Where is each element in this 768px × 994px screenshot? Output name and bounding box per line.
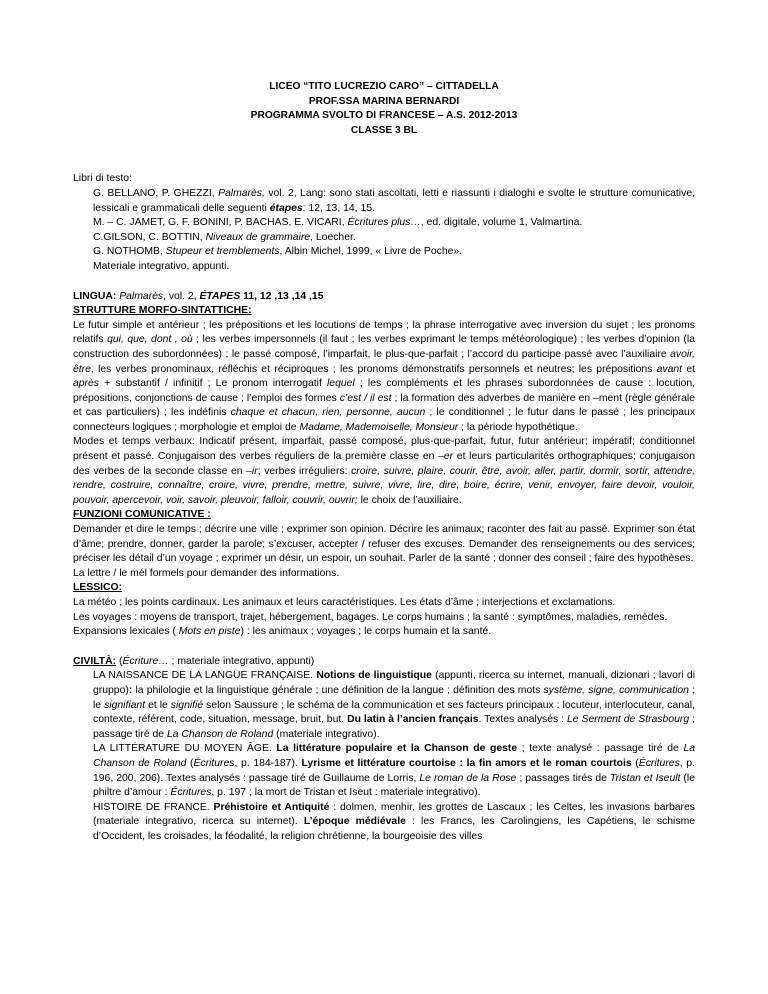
lessico-paragraph-3: Expansions lexicales ( Mots en piste) : les animaux ; voyages ; le corps humain et la santé. bbox=[73, 626, 492, 638]
lessico-paragraph-1: La météo ; les points cardinaux. Les animaux et leurs caractéristiques. Les états d’âme ; interjections et exclamations. bbox=[73, 597, 616, 608]
teacher-name: PROF.SSA MARINA BERNARDI bbox=[308, 95, 460, 107]
list-item: LA LITTÉRATURE DU MOYEN ÂGE. La littérature populaire et la Chanson de geste ; texte analysé : passage tiré de La Chanson de Roland (Écritures, p. 184-187). Lyrisme et littérature courtoise : la fin amors et le roman courtois (Écritures, p. 196, 200, 206). Textes analysés : passage tiré de Guillaume de Lorris, Le roman de la Rose ; passages tirés de Tristan et Iseult (le philtre d’amour : Écritures, p. 197 ; la mort de Tristan et Iseut : materiale integrativo). bbox=[93, 743, 695, 799]
textbooks-list bbox=[73, 187, 695, 275]
list-item: G. BELLANO, P. GHEZZI, Palmarès, vol. 2, Lang: sono stati ascoltati, letti e riassunti i dialoghi e svolte le strutture comunicative, lessicali e grammaticali delle seguenti étapes: 12, 13, 14, 15. bbox=[93, 187, 695, 214]
program-title: PROGRAMMA SVOLTO DI FRANCESE – A.S. 2012-2013 bbox=[250, 110, 518, 122]
lessico-heading: LESSICO: bbox=[73, 582, 123, 594]
lessico-paragraph-2: Les voyages : moyens de transport, trajet, hébergement, bagages. Le corps humains ; la santé : symptômes, maladies, remèdes. bbox=[73, 611, 668, 623]
textbooks-label: Libri di testo: bbox=[73, 173, 132, 185]
list-item: G. NOTHOMB, Stupeur et tremblements, Albin Michel, 1999, « Livre de Poche». bbox=[93, 246, 463, 258]
funzioni-letter: La lettre / le mél formels pour demander des informations. bbox=[73, 567, 340, 579]
list-item: Materiale integrativo, appunti. bbox=[93, 260, 230, 272]
list-item: HISTOIRE DE FRANCE. Préhistoire et Antiquité : dolmen, menhir, les grottes de Lascaux ; les Celtes, les invasions barbares (materiale integrativo, ricerca su internet). L’époque médiévale : les Francs, les Carolingiens, les Capétiens, le schisme d’Occident, les croisades, la féodalité, la religion chrétienne, la bourgeoisie des villes bbox=[93, 801, 695, 842]
class-name: CLASSE 3 BL bbox=[350, 124, 418, 136]
document-header bbox=[73, 80, 695, 138]
civilta-list bbox=[73, 669, 695, 844]
funzioni-heading: FUNZIONI COMUNICATIVE : bbox=[73, 509, 211, 521]
strutture-heading: STRUTTURE MORFO-SINTATTICHE: bbox=[73, 305, 252, 317]
list-item: C.GILSON, C. BOTTIN, Niveaux de grammaire, Loecher. bbox=[93, 231, 356, 243]
list-item: M. – C. JAMET, G. F. BONINI, P. BACHAS, E. VICARI, Écritures plus…, ed. digitale, volume 1, Valmartina. bbox=[93, 217, 583, 229]
school-name: LICEO “TITO LUCREZIO CARO” – CITTADELLA bbox=[269, 81, 499, 92]
civilta-heading: CIVILTÀ: (Écriture… ; materiale integrativo, appunti) bbox=[73, 655, 315, 667]
funzioni-paragraph: Demander et dire le temps ; décrire une ville ; exprimer son opinion. Décrire les animaux; raconter des fait au passé. Exprimer son état d’âme; prendre, donner, garder la parole; s’excuser, accepter / refuser des excuses. Demander des renseignements ou des services; préciser les détail d’un voyage ; exprimer un désir, un espoir, un souhait. Parler de la santé ; donner des conseil ; faire des hypothèses. bbox=[73, 524, 695, 565]
lingua-heading: LINGUA: Palmarès, vol. 2, ÉTAPES 11, 12 ,13 ,14 ,15 bbox=[73, 290, 324, 302]
list-item: LA NAISSANCE DE LA LANGUE FRANÇAISE. Notions de linguistique (appunti, ricerca su internet, manuali, dizionari ; lavori di gruppo): la philologie et la linguistique générale ; une définition de la langue ; définition des mots système, signe, communication ; le signifiant et le signifié selon Saussure ; le schéma de la communication et ses facteurs principaux : locuteur, interlocuteur, canal, contexte, référent, code, situation, message, bruit, but. Du latin à l’ancien français. Textes analysés : Le Serment de Strasbourg ; passage tiré de La Chanson de Roland (materiale integrativo). bbox=[93, 670, 696, 740]
verbes-paragraph: Modes et temps verbaux: Indicatif présent, imparfait, passé composé, plus-que-parfait, futur, futur antérieur; impératif; conditionnel présent et passé. Conjugaison des verbes réguliers de la première classe en –er et leurs particularités orthographiques; conjugaison des verbes de la seconde classe en –ir; verbes irréguliers: croire, suivre, plaire, courir, être, avoir, aller, partir, dormir, sortir, attendre, rendre, costruire, connaître, croire, vivre, prendre, mettre, suivre, vivre, lire, dire, boire, écrire, venir, envoyer, faire devoir, vouloir, pouvoir, apercevoir, voir, savoir, pleuvoir, falloir, couvrir, ouvrir; le choix de l’auxiliaire. bbox=[73, 436, 695, 506]
strutture-paragraph: Le futur simple et antérieur ; les prépositions et les locutions de temps ; la phrase interrogative avec inversion du sujet ; les pronoms relatifs qui, que, dont , où ; les verbes impersonnels (il faut ; les verbes exprimant le temps météorologique) ; les verbes d’opinion (la construction des subordonnées) ; le passé composé, l’imparfait, le plus-que-parfait ; l’accord du participe passé avec l’auxiliaire avoir, être, les verbes pronominaux, réfléchis et réciproques ; les pronoms démonstratifs personnels et neutres; les prépositions avant et après + substantif / infinitif ; Le pronom interrogatif lequel ; les compléments et les phrases subordonnées de cause : locution, prépositions, conjonctions de cause ; l’emploi des formes c’est / il est ; la formation des adverbes de manière en –ment (règle générale et cas particuliers) ; les indéfinis chaque et chacun, rien, personne, aucun ; le conditionnel ; le futur dans le passé ; les principaux connecteurs logiques ; morphologie et emploi de Madame, Mademoiselle, Monsieur ; la période hypothétique. bbox=[73, 319, 696, 433]
